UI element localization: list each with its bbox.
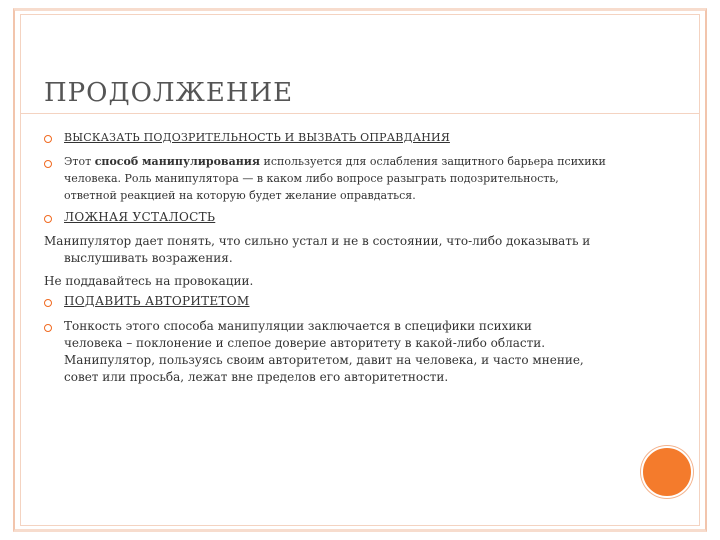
text-run: Этот — [64, 155, 95, 168]
bullet-circle-icon — [44, 160, 52, 168]
bullet-circle-icon — [44, 215, 52, 223]
bullet-circle-icon — [44, 299, 52, 307]
paragraph-fatigue — [44, 233, 644, 267]
paragraph-line: выслушивать возражения. — [64, 251, 233, 265]
title-divider — [21, 113, 699, 114]
decorative-orange-circle — [641, 446, 693, 498]
paragraph-line: совет или просьба, лежат вне пределов его авторитетности. — [64, 370, 449, 384]
bullet-circle-icon — [44, 324, 52, 332]
paragraph-line: человека. Роль манипулятора — в каком либо вопросе разыграть подозрительность, — [64, 172, 559, 185]
paragraph-line: Манипулятор, пользуясь своим авторитетом, давит на человека, и часто мнение, — [64, 353, 584, 367]
section-heading-fatigue: ЛОЖНАЯ УСТАЛОСТЬ — [64, 210, 216, 224]
page-title: ПРОДОЛЖЕНИЕ — [44, 78, 294, 108]
section-heading-authority: ПОДАВИТЬ АВТОРИТЕТОМ — [64, 294, 250, 308]
paragraph-authority — [64, 318, 664, 386]
bold-term: способ манипулирования — [94, 155, 261, 168]
paragraph-line: ответной реакцией на которую будет желание оправдаться. — [64, 189, 416, 202]
section-heading-suspicion: ВЫСКАЗАТЬ ПОДОЗРИТЕЛЬНОСТЬ И ВЫЗВАТЬ ОПРАВДАНИЯ — [64, 131, 450, 144]
paragraph-line: Тонкость этого способа манипуляции заключается в специфики психики — [64, 319, 532, 333]
bullet-circle-icon — [44, 135, 52, 143]
text-run: используется для ослабления защитного барьера психики — [260, 155, 606, 168]
paragraph-line: человека – поклонение и слепое доверие авторитету в какой-либо области. — [64, 336, 546, 350]
paragraph-line: Манипулятор дает понять, что сильно устал и не в состоянии, что-либо доказывать и — [44, 234, 591, 248]
paragraph-provocation: Не поддавайтесь на провокации. — [44, 274, 254, 288]
paragraph-line — [64, 153, 644, 170]
paragraph-suspicion — [64, 153, 644, 204]
